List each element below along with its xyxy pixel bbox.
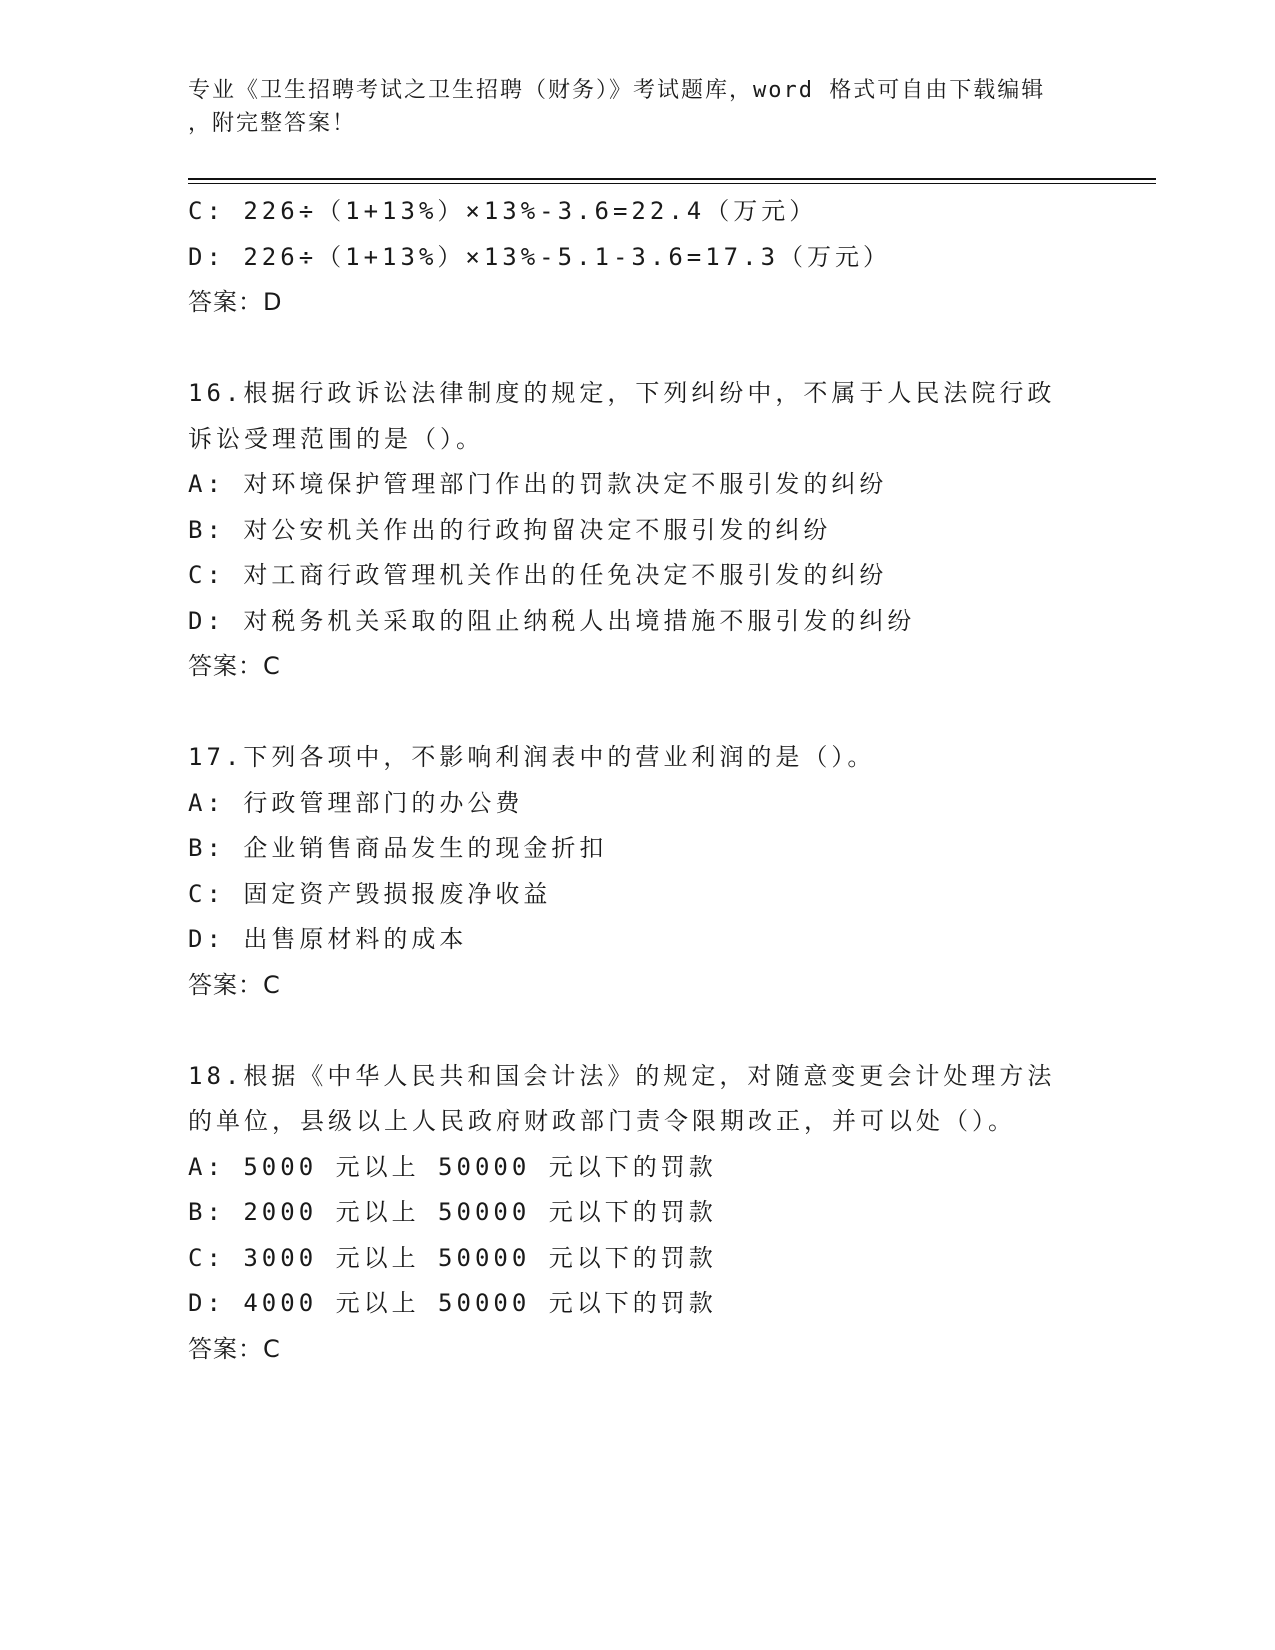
answer-text: 答案：C [188, 652, 281, 680]
header-line-1: 专业《卫生招聘考试之卫生招聘（财务）》考试题库，word 格式可自由下载编辑 [188, 78, 1046, 103]
spacer [188, 1008, 1088, 1054]
option-c: C: 226÷（1+13%）×13%-3.6=22.4（万元） [188, 197, 818, 225]
option-d: D: 对税务机关采取的阻止纳税人出境措施不服引发的纠纷 [188, 606, 916, 635]
question-17 [188, 735, 1088, 1008]
document-header [188, 74, 1068, 140]
header-line-2: ，附完整答案！ [188, 111, 357, 136]
option-a: A: 对环境保护管理部门作出的罚款决定不服引发的纠纷 [188, 470, 888, 498]
option-c: C: 对工商行政管理机关作出的任免决定不服引发的纠纷 [188, 561, 888, 589]
question-stem-continued: 的单位，县级以上人民政府财政部门责令限期改正，并可以处（）。 [188, 1107, 1016, 1135]
answer-text: 答案：C [188, 970, 281, 999]
question-stem-continued: 诉讼受理范围的是（）。 [188, 424, 484, 453]
answer-text: 答案：D [188, 288, 283, 316]
spacer [188, 326, 1088, 372]
question-stem: 18.根据《中华人民共和国会计法》的规定，对随意变更会计处理方法 [188, 1061, 1056, 1090]
option-b: B: 2000 元以上 50000 元以下的罚款 [188, 1198, 717, 1226]
question-stem: 16.根据行政诉讼法律制度的规定，下列纠纷中，不属于人民法院行政 [188, 379, 1056, 407]
option-b: B: 企业销售商品发生的现金折扣 [188, 834, 608, 862]
header-divider-thick [188, 178, 1156, 180]
question-16 [188, 371, 1088, 690]
option-c: C: 3000 元以上 50000 元以下的罚款 [188, 1243, 717, 1272]
option-d: D: 出售原材料的成本 [188, 925, 468, 953]
answer-text: 答案：C [188, 1334, 281, 1363]
option-a: A: 行政管理部门的办公费 [188, 788, 524, 817]
option-d: D: 226÷（1+13%）×13%-5.1-3.6=17.3（万元） [188, 242, 892, 271]
option-b: B: 对公安机关作出的行政拘留决定不服引发的纠纷 [188, 515, 832, 544]
spacer [188, 690, 1088, 736]
header-divider-thin [188, 183, 1156, 184]
option-c: C: 固定资产毁损报废净收益 [188, 879, 552, 908]
option-d: D: 4000 元以上 50000 元以下的罚款 [188, 1289, 717, 1317]
question-18 [188, 1054, 1088, 1373]
question-stem: 17.下列各项中，不影响利润表中的营业利润的是（）。 [188, 743, 876, 771]
option-a: A: 5000 元以上 50000 元以下的罚款 [188, 1152, 717, 1181]
previous-question-tail [188, 189, 1088, 326]
question-list [188, 189, 1088, 1372]
